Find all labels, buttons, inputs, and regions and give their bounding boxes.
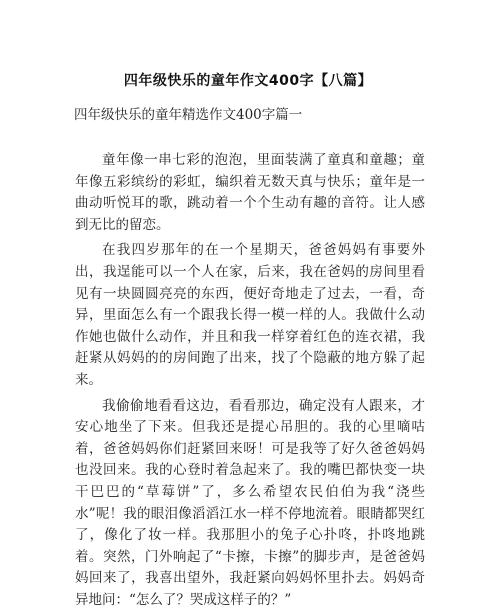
section-heading: 四年级快乐的童年精选作文400字篇一 xyxy=(74,107,303,123)
document-title: 四年级快乐的童年作文400字【八篇】 xyxy=(123,73,373,89)
paragraph-2: 在我四岁那年的在一个星期天，爸爸妈妈有事要外出，我逞能可以一个人在家，后来，我在爸妈的房间里看见有一块圆圆亮亮的东西，便好奇地走了过去，一看，奇异，里面怎么有一个跟我长得一模一样的人。我做什么动作她也做什么动作，并且和我一样穿着红色的连衣裙，我赶紧从妈妈的的房间跑了出来，找了个隐蔽的地方躲了起来。 xyxy=(75,242,425,388)
document-body xyxy=(75,150,425,615)
paragraph-3: 我偷偷地看看这边，看看那边，确定没有人跟来，才安心地坐了下来。但我还是提心吊胆的。我的心里嘀咕着，爸爸妈妈你们赶紧回来呀！可是我等了好久爸爸妈妈也没回来。我的心登时着急起来了。我的嘴巴都快变一块干巴巴的“草莓饼”了，多么希望农民伯伯为我“浇些水”呢！我的眼泪像滔滔江水一样不停地流着。眼睛都哭红了，像化了妆一样。我那胆小的兔子心扑咚，扑咚地跳着。突然，门外响起了“卡擦，卡擦”的脚步声，是爸爸妈妈回来了，我喜出望外，我赶紧向妈妈怀里扑去。妈妈奇异地问：“怎么了？哭成这样子的？” xyxy=(75,397,425,608)
paragraph-1: 童年像一串七彩的泡泡，里面装满了童真和童趣；童年像五彩缤纷的彩虹，编织着无数天真与快乐；童年是一曲动听悦耳的歌，跳动着一个个生动有趣的音符。让人感到无比的留恋。 xyxy=(75,152,425,233)
